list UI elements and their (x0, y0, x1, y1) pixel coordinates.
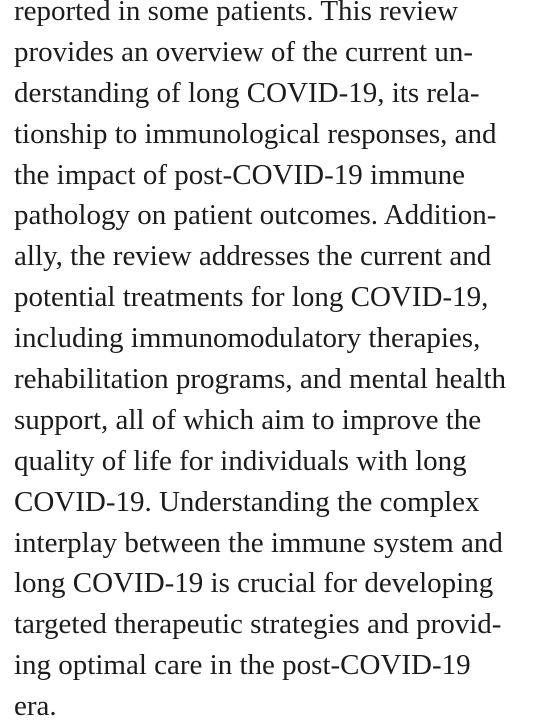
text-line: the impact of post-COVID-19 immune (14, 158, 466, 191)
body-paragraph (14, 0, 550, 727)
text-line: tionship to immunological responses, and (14, 117, 497, 150)
text-line: derstanding of long COVID-19, its rela- (14, 76, 480, 109)
text-line: pathology on patient outcomes. Addition- (14, 199, 497, 232)
text-line: provides an overview of the current un- (14, 35, 474, 68)
text-line: ally, the review addresses the current and (14, 240, 492, 273)
text-line: targeted therapeutic strategies and provid- (14, 608, 502, 641)
text-line: quality of life for individuals with long (14, 444, 467, 477)
text-line: interplay between the immune system and (14, 526, 503, 559)
text-line: potential treatments for long COVID-19, (14, 281, 489, 314)
text-line: ing optimal care in the post-COVID-19 (14, 649, 471, 682)
text-line: long COVID-19 is crucial for developing (14, 567, 494, 600)
text-line: including immunomodulatory therapies, (14, 322, 481, 355)
text-line: support, all of which aim to improve the (14, 403, 482, 436)
text-line: rehabilitation programs, and mental health (14, 363, 507, 396)
text-line: COVID-19. Understanding the complex (14, 485, 480, 518)
text-line: era. (14, 690, 57, 723)
text-line: reported in some patients. This review (14, 0, 459, 27)
